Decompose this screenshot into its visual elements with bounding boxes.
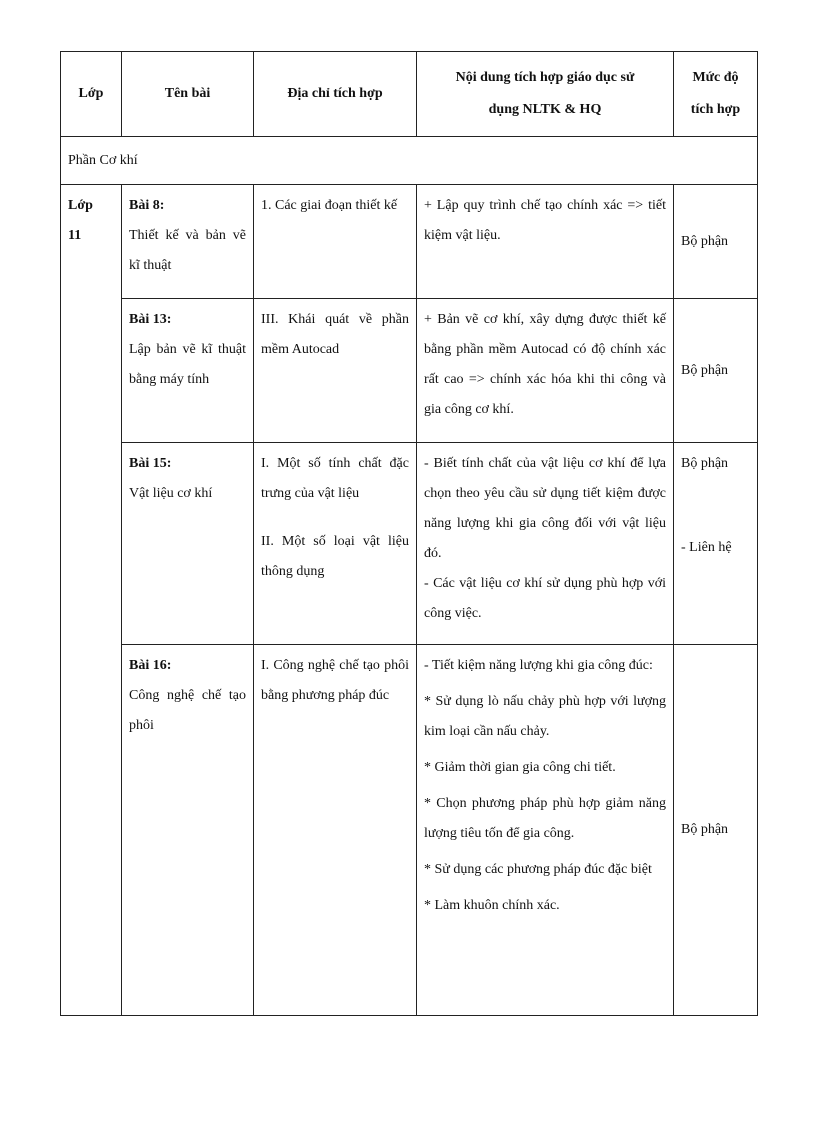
section-label: Phần Cơ khí — [61, 137, 758, 185]
dia-chi-cell: I. Công nghệ chế tạo phôi bằng phương pháp đúc — [254, 645, 417, 1016]
lop-label: Lớp — [68, 198, 93, 213]
ten-bai-cell — [122, 299, 254, 443]
header-muc-do: Mức độ tích hợp — [674, 52, 758, 137]
noi-dung-item: - Biết tính chất của vật liệu cơ khí để lựa chọn theo yêu cầu sử dụng tiết kiệm được năng lượng khi gia công đối với vật liệu đó. — [424, 456, 666, 561]
ten-bai-cell — [122, 185, 254, 299]
bai-title: Công nghệ chế tạo phôi — [129, 688, 246, 733]
table-header-row — [61, 52, 758, 137]
section-row — [61, 137, 758, 185]
table-row — [61, 185, 758, 299]
noi-dung-item: * Làm khuôn chính xác. — [424, 898, 560, 913]
header-ten-bai: Tên bài — [122, 52, 254, 137]
muc-do-cell — [674, 443, 758, 645]
noi-dung-item: * Chọn phương pháp phù hợp giảm năng lượng tiêu tốn để gia công. — [424, 796, 666, 841]
table-row — [61, 299, 758, 443]
lop-cell — [61, 185, 122, 1016]
table-row — [61, 443, 758, 645]
dia-chi-cell: III. Khái quát về phần mềm Autocad — [254, 299, 417, 443]
bai-title: Thiết kế và bản vẽ kĩ thuật — [129, 228, 246, 273]
noi-dung-item: * Sử dụng các phương pháp đúc đặc biệt — [424, 862, 652, 877]
lop-value: 11 — [68, 228, 82, 243]
noi-dung-item: - Tiết kiệm năng lượng khi gia công đúc: — [424, 658, 653, 673]
noi-dung-item: * Sử dụng lò nấu chảy phù hợp với lượng kim loại cần nấu chảy. — [424, 694, 666, 739]
ten-bai-cell — [122, 645, 254, 1016]
integration-table — [60, 51, 758, 1016]
header-lop: Lớp — [61, 52, 122, 137]
dia-chi-cell: 1. Các giai đoạn thiết kế — [254, 185, 417, 299]
noi-dung-cell — [417, 645, 674, 1016]
bai-number: Bài 16: — [129, 658, 172, 673]
noi-dung-cell — [417, 443, 674, 645]
noi-dung-item: - Các vật liệu cơ khí sử dụng phù hợp với công việc. — [424, 576, 666, 621]
dia-chi-item: I. Một số tính chất đặc trưng của vật liệu — [261, 456, 409, 501]
table-row — [61, 645, 758, 1016]
muc-do-item: Bộ phận — [681, 456, 729, 471]
dia-chi-cell — [254, 443, 417, 645]
bai-title: Lập bản vẽ kĩ thuật bằng máy tính — [129, 342, 246, 387]
muc-do-cell: Bộ phận — [674, 185, 758, 299]
noi-dung-cell: + Lập quy trình chế tạo chính xác => tiết kiệm vật liệu. — [417, 185, 674, 299]
bai-title: Vật liệu cơ khí — [129, 486, 213, 501]
muc-do-item: - Liên hệ — [681, 540, 732, 555]
noi-dung-item: * Giảm thời gian gia công chi tiết. — [424, 760, 616, 775]
bai-number: Bài 13: — [129, 312, 172, 327]
dia-chi-item: II. Một số loại vật liệu thông dụng — [261, 534, 409, 579]
bai-number: Bài 8: — [129, 198, 165, 213]
header-dia-chi: Địa chỉ tích hợp — [254, 52, 417, 137]
muc-do-cell: Bộ phận — [674, 645, 758, 1016]
header-noi-dung: Nội dung tích hợp giáo dục sử dụng NLTK & HQ — [417, 52, 674, 137]
muc-do-cell: Bộ phận — [674, 299, 758, 443]
ten-bai-cell — [122, 443, 254, 645]
noi-dung-cell: + Bản vẽ cơ khí, xây dựng được thiết kế bằng phần mềm Autocad có độ chính xác rất cao => chính xác hóa khi thi công và gia công cơ khí. — [417, 299, 674, 443]
bai-number: Bài 15: — [129, 456, 172, 471]
